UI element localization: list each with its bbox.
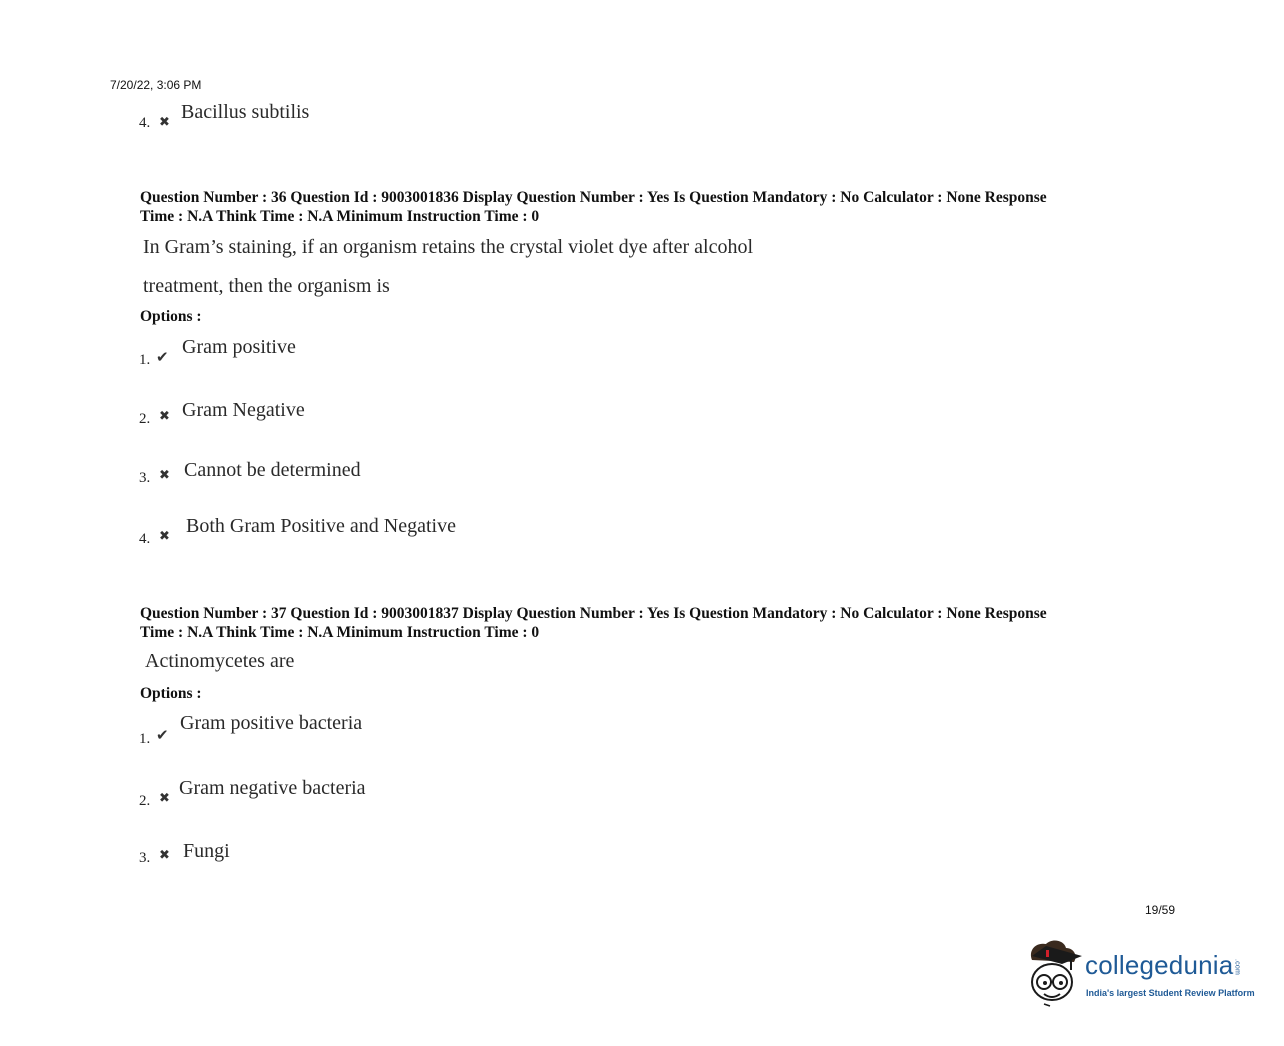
question-text-line-1: In Gram’s staining, if an organism retains the crystal violet dye after alcohol: [143, 236, 754, 258]
option-number: 1.: [139, 731, 151, 747]
question-text-line-2: treatment, then the organism is: [143, 275, 390, 297]
cross-icon: ✖: [159, 408, 170, 423]
brand-suffix: .com: [1233, 959, 1241, 976]
option-number: 3.: [139, 470, 151, 486]
option-text: Cannot be determined: [184, 459, 361, 481]
option-text: Gram negative bacteria: [179, 777, 366, 799]
cross-icon: ✖: [159, 528, 170, 543]
options-label: Options :: [140, 308, 202, 325]
cross-icon: ✖: [159, 790, 170, 805]
option-number: 4.: [139, 115, 151, 131]
question-meta-line-1: Question Number : 37 Question Id : 9003001837 Display Question Number : Yes Is Question Mandatory : No Calculator : None Response: [140, 605, 1047, 622]
question-meta-line-2: Time : N.A Think Time : N.A Minimum Instruction Time : 0: [140, 208, 540, 225]
brand-name: [1085, 950, 1240, 981]
cross-icon: ✖: [159, 467, 170, 482]
option-number: 4.: [139, 531, 151, 547]
question-meta-line-1: Question Number : 36 Question Id : 9003001836 Display Question Number : Yes Is Question Mandatory : No Calculator : None Response: [140, 189, 1047, 206]
option-number: 3.: [139, 850, 151, 866]
question-meta-line-2: Time : N.A Think Time : N.A Minimum Instruction Time : 0: [140, 624, 540, 641]
option-text: Gram Negative: [182, 399, 305, 421]
question-text-line-1: Actinomycetes are: [145, 650, 295, 672]
question-meta: [140, 604, 1170, 642]
option-number: 2.: [139, 411, 151, 427]
cross-icon: ✖: [159, 114, 170, 129]
brand-tagline: India's largest Student Review Platform: [1086, 988, 1255, 998]
option-number: 1.: [139, 352, 151, 368]
option-number: 2.: [139, 793, 151, 809]
check-icon: ✔: [156, 728, 169, 744]
brand-name-text: collegedunia: [1085, 950, 1234, 980]
check-icon: ✔: [156, 350, 169, 366]
mascot-icon: [1024, 938, 1086, 1010]
print-timestamp: 7/20/22, 3:06 PM: [110, 78, 202, 92]
question-meta: [140, 188, 1170, 226]
cross-icon: ✖: [159, 847, 170, 862]
options-label: Options :: [140, 685, 202, 702]
option-text: Both Gram Positive and Negative: [186, 515, 456, 537]
option-text: Bacillus subtilis: [181, 101, 310, 123]
page-number: 19/59: [1145, 903, 1176, 917]
option-text: Fungi: [183, 840, 230, 862]
option-text: Gram positive: [182, 336, 296, 358]
option-text: Gram positive bacteria: [180, 712, 363, 734]
